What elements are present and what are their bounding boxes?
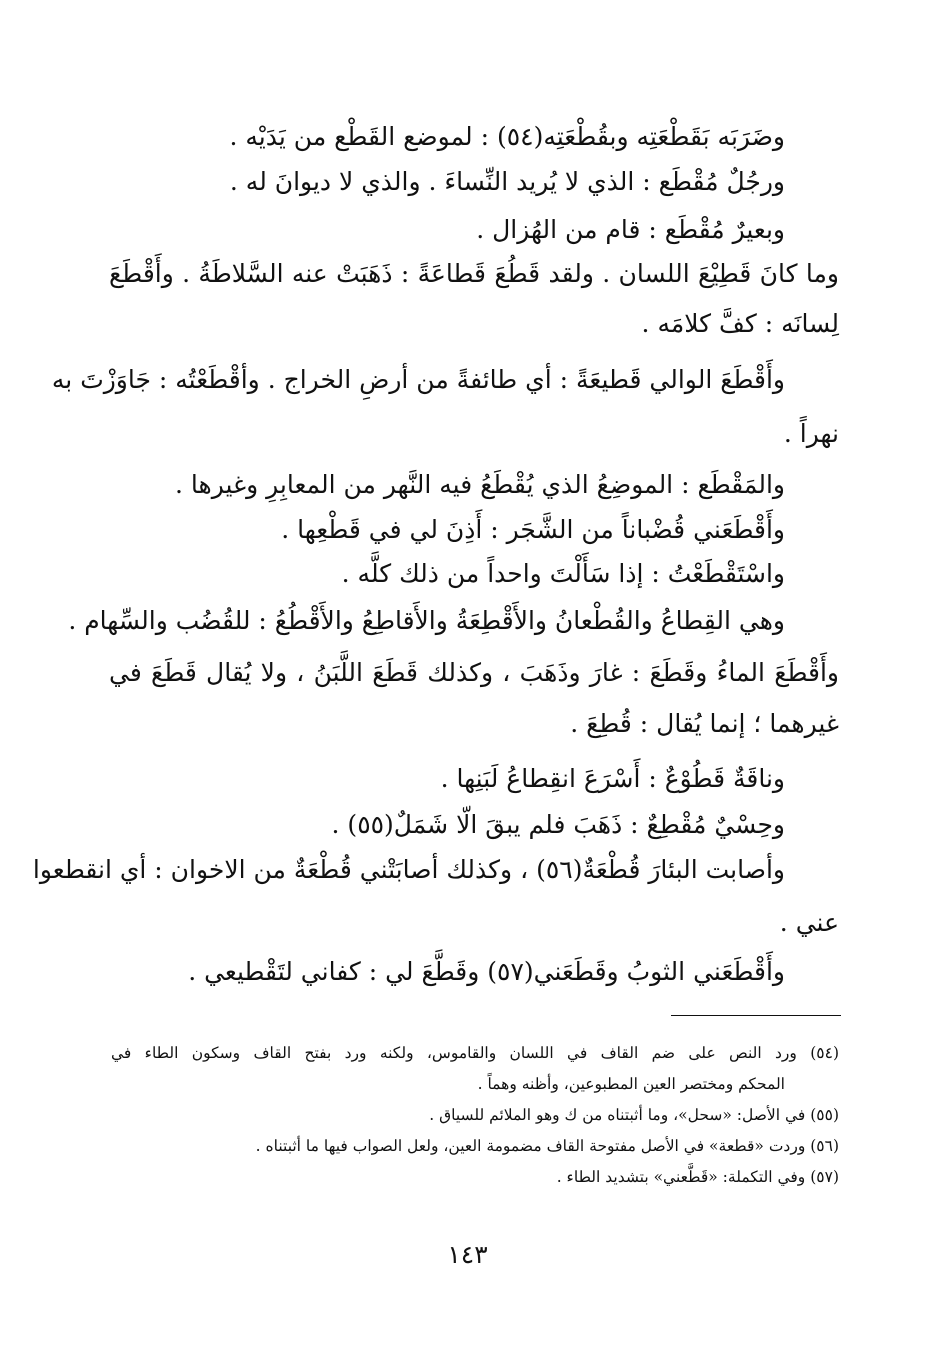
text-line: وناقَةٌ قَطُوْعٌ : أَسْرَعَ انقِطاعُ لَبَنِها . xyxy=(440,764,785,793)
footnote-line: (٥٥) في الأصل: «سحل»، وما أثبتناه من ك وهو الملائم للسياق . xyxy=(429,1106,839,1124)
text-line: وما كانَ قَطِيْعَ اللسان . ولقد قَطُعَ قَطاعَةً : ذَهَبَتْ عنه السَّلاطَةُ . وأَقْطَعَ xyxy=(109,259,839,288)
text-line: وأَقْطَعَني قُضْباناً من الشَّجَر : أَذِنَ لي في قَطْعِها . xyxy=(281,515,785,544)
text-line: نهراً . xyxy=(783,419,839,448)
text-line: وحِسْيٌ مُقْطِعٌ : ذَهَبَ فلم يبقَ الّا شَمَلٌ(٥٥) . xyxy=(331,810,785,839)
text-line: غيرهما ؛ إنما يُقال : قُطِعَ . xyxy=(570,709,839,738)
text-line: وأَقْطَعَني الثوبُ وقَطَعَني(٥٧) وقَطَّعَ لي : كفاني لتَقْطيعي . xyxy=(188,957,785,986)
text-line: واسْتَقْطَعْتُ : إذا سَأَلْتَ واحداً من ذلك كلَّه . xyxy=(341,559,785,588)
page-number: ١٤٣ xyxy=(447,1240,488,1269)
text-line: وبعيرٌ مُقْطَع : قام من الهُزال . xyxy=(476,215,785,244)
footnote-line: (٥٧) وفي التكملة: «قَطَّعني» بتشديد الطاء . xyxy=(556,1168,839,1186)
footnote-separator xyxy=(671,1015,841,1016)
text-line: وضَرَبَه بَقَطْعَتِه وبقُطْعَتِه(٥٤) : لموضع القَطْع من يَدَيْه . xyxy=(229,122,785,151)
text-line: وهي القِطاعُ والقُطْعانُ والأَقْطِعَةُ والأَقاطِعُ والأَقْطُعُ : للقُضُب والسِّهام . xyxy=(68,606,785,635)
text-line: لِسانَه : كفَّ كلامَه . xyxy=(641,309,839,338)
text-line: وأَقْطَعَ الماءُ وقَطَعَ : غارَ وذَهَبَ ، وكذلك قَطَعَ اللَّبَنُ ، ولا يُقال قَطَعَ في xyxy=(109,658,839,687)
footnote-line: (٥٦) وردت «قطعة» في الأصل مفتوحة القاف مضمومة العين، ولعل الصواب فيها ما أثبتناه . xyxy=(255,1137,839,1155)
text-line: ورجُلٌ مُقْطَع : الذي لا يُريد النِّساءَ . والذي لا ديوانَ له . xyxy=(229,167,785,196)
text-line: والمَقْطَع : الموضِعُ الذي يُقْطَعُ فيه النَّهر من المعابِرِ وغيرها . xyxy=(175,470,785,499)
text-line: وأَقْطَعَ الوالي قَطيعَةً : أي طائفةً من أرضِ الخراج . وأقْطَعْتُه : جَاوَزْتَ به xyxy=(51,365,785,394)
footnote-line: (٥٤) ورد النص على ضم القاف في اللسان والقاموس، ولكنه ورد بفتح القاف وسكون الطاء في xyxy=(111,1044,839,1062)
text-line: عني . xyxy=(779,908,839,937)
footnote-line: المحكم ومختصر العين المطبوعين، وأظنه وهماً . xyxy=(477,1075,785,1093)
text-line: وأصابت البئارَ قُطْعَةٌ(٥٦) ، وكذلك أصابَتْني قُطْعَةٌ من الاخوان : أي انقطعوا xyxy=(32,855,785,884)
